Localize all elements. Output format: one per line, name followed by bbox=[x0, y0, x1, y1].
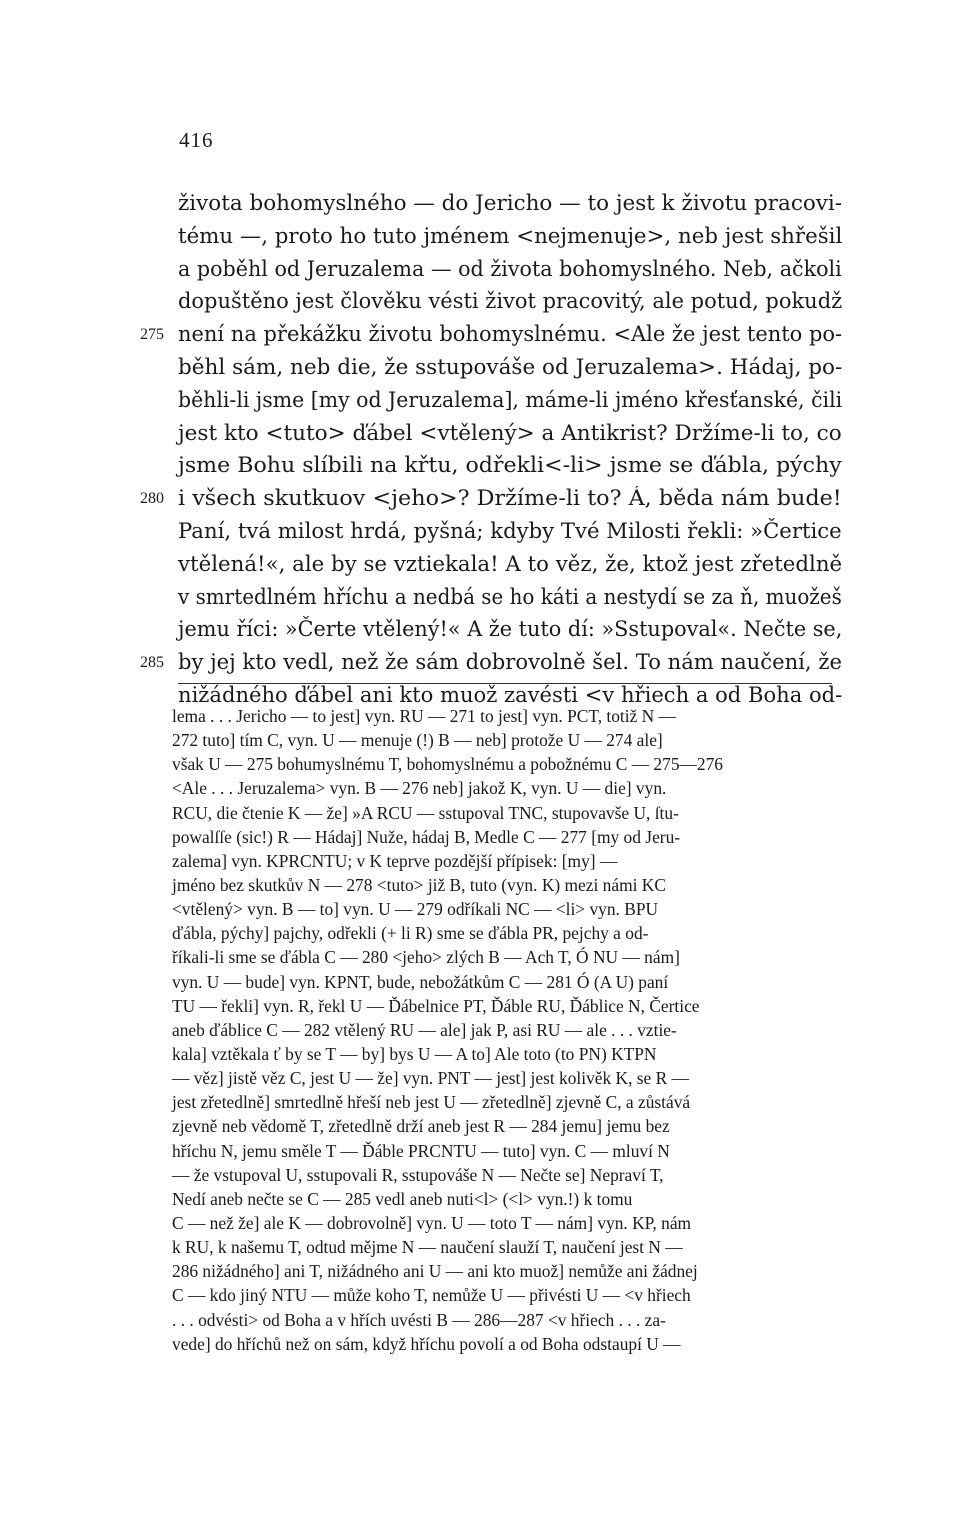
footnote-divider bbox=[178, 683, 832, 684]
apparatus-line: <Ale . . . Jeruzalema> vyn. B — 276 neb] jakož K, vyn. U — die] vyn. bbox=[172, 778, 667, 799]
apparatus-line: — že vstupoval U, sstupovali R, sstupováše N — Nečte se] Nepraví T, bbox=[172, 1164, 664, 1185]
line-text: dopuštěno jest člověku vésti život pracovitý, ale potud, pokudž bbox=[178, 289, 843, 315]
text-line bbox=[140, 319, 843, 352]
text-line bbox=[178, 188, 842, 221]
apparatus-line: RCU, die čtenie K — že] »A RCU — sstupoval TNC, stupovavše U, ſtu- bbox=[172, 802, 679, 823]
text-line bbox=[178, 450, 842, 483]
critical-apparatus bbox=[172, 704, 836, 1356]
line-text: není na překážku životu bohomyslnému. <Ale že jest tento po- bbox=[178, 322, 843, 348]
apparatus-line: hříchu N, jemu směle T — Ďáble PRCNTU — tuto] vyn. C — mluví N bbox=[172, 1140, 670, 1161]
apparatus-line: C — než že] ale K — dobrovolně] vyn. U — toto T — nám] vyn. KP, nám bbox=[172, 1212, 692, 1233]
text-line bbox=[178, 582, 842, 615]
apparatus-line: jméno bez skutkův N — 278 <tuto> již B, tuto (vyn. K) mezi námi KC bbox=[172, 874, 666, 895]
line-text: jest kto <tuto> ďábel <vtělený> a Antikrist? Držíme-li to, co bbox=[178, 420, 842, 446]
apparatus-line: TU — řekli] vyn. R, řekl U — Ďábelnice PT, Ďáble RU, Ďáblice N, Čertice bbox=[172, 995, 700, 1016]
line-text: vtělená!«, ale by se vztiekala! A to věz, že, ktož jest zřetedlně bbox=[178, 551, 843, 577]
line-text: by jej kto vedl, než že sám dobrovolně šel. To nám naučení, že bbox=[178, 650, 842, 676]
line-text: Paní, tvá milost hrdá, pyšná; kdyby Tvé Milosti řekli: »Čertice bbox=[178, 518, 842, 544]
text-line bbox=[178, 516, 842, 549]
line-text: jsme Bohu slíbili na křtu, odřekli<-li> jsme se ďábla, pýchy bbox=[178, 453, 842, 479]
text-line bbox=[178, 254, 842, 287]
line-text: a poběhl od Jeruzalema — od života bohomyslného. Neb, ačkoli bbox=[178, 256, 842, 282]
text-line bbox=[178, 352, 842, 385]
line-text: tému —, proto ho tuto jménem <nejmenuje>, neb jest shřešil bbox=[178, 223, 843, 249]
text-line bbox=[140, 483, 842, 516]
apparatus-line: — věz] jistě věz C, jest U — že] vyn. PNT — jest] jest kolivěk K, se R — bbox=[172, 1068, 689, 1089]
text-line bbox=[178, 286, 842, 319]
apparatus-line: 286 nižádného] ani T, nižádného ani U — ani kto muož] nemůže ani žádnej bbox=[172, 1261, 698, 1282]
line-text: i všech skutkuov <jeho>? Držíme-li to? Á, běda nám bude! bbox=[178, 486, 842, 512]
apparatus-line: k RU, k našemu T, odtud mějme N — naučení slauží T, naučení jest N — bbox=[172, 1237, 683, 1258]
apparatus-line: vede] do hříchů než on sám, když hříchu povolí a od Boha odstaupí U — bbox=[172, 1333, 681, 1354]
line-text: běhl sám, neb die, že sstupováše od Jeruzalema>. Hádaj, po- bbox=[178, 354, 843, 380]
line-text: běhli-li jsme [my od Jeruzalema], máme-li jméno křesťanské, čili bbox=[178, 387, 843, 413]
line-text: jemu říci: »Čerte vtělený!« A že tuto dí: »Sstupoval«. Nečte se, bbox=[178, 617, 843, 643]
apparatus-line: říkali-li sme se ďábla C — 280 <jeho> zlých B — Ach T, Ó NU — nám] bbox=[172, 947, 680, 968]
line-number: 275 bbox=[140, 326, 164, 344]
apparatus-line: Nedí aneb nečte se C — 285 vedl aneb nuti<l> (<l> vyn.!) k tomu bbox=[172, 1188, 633, 1209]
apparatus-line: . . . odvésti> od Boha a v hřích uvésti B — 286—287 <v hřiech . . . za- bbox=[172, 1309, 666, 1330]
apparatus-line: však U — 275 bohumyslnému T, bohomyslnému a pobožnému C — 275—276 bbox=[172, 754, 723, 775]
apparatus-line: zjevně neb vědomě T, zřetedlně drží aneb jest R — 284 jemu] jemu bez bbox=[172, 1116, 670, 1137]
text-line bbox=[178, 418, 842, 451]
apparatus-line: jest zřetedlně] smrtedlně hřeší neb jest U — zřetedlně] zjevně C, a zůstává bbox=[172, 1092, 691, 1113]
line-number: 285 bbox=[140, 654, 164, 672]
apparatus-line: 272 tuto] tím C, vyn. U — menuje (!) B — neb] protože U — 274 ale] bbox=[172, 730, 663, 751]
text-line bbox=[178, 385, 842, 418]
apparatus-line: powalſſe (sic!) R — Hádaj] Nuže, hádaj B, Medle C — 277 [my od Jeru- bbox=[172, 826, 681, 847]
apparatus-line: aneb ďáblice C — 282 vtělený RU — ale] jak P, asi RU — ale . . . vztie- bbox=[172, 1019, 677, 1040]
text-line bbox=[178, 614, 842, 647]
line-number: 280 bbox=[140, 490, 164, 508]
apparatus-line: lema . . . Jericho — to jest] vyn. RU — 271 to jest] vyn. PCT, totiž N — bbox=[172, 706, 676, 726]
main-text bbox=[140, 188, 843, 713]
line-text: života bohomyslného — do Jericho — to jest k životu pracovi- bbox=[178, 191, 843, 216]
line-text: v smrtedlném hříchu a nedbá se ho káti a nestydí se za ň, muožeš bbox=[178, 584, 842, 610]
page-number: 416 bbox=[179, 128, 214, 152]
apparatus-line: vyn. U — bude] vyn. KPNT, bude, nebožátkům C — 281 Ó (A U) paní bbox=[172, 971, 669, 992]
apparatus-line: C — kdo jiný NTU — může koho T, nemůže U — přivésti U — <v hřiech bbox=[172, 1285, 691, 1306]
text-line bbox=[178, 549, 842, 582]
text-line bbox=[140, 647, 842, 680]
apparatus-line: <vtělený> vyn. B — to] vyn. U — 279 odříkali NC — <li> vyn. BPU bbox=[172, 899, 659, 920]
line-text: nižádného ďábel ani kto muož zavésti <v hřiech a od Boha od- bbox=[178, 682, 843, 708]
apparatus-line: ďábla, pýchy] pajchy, odřekli (+ li R) sme se ďábla PR, pejchy a od- bbox=[172, 923, 649, 944]
apparatus-line: kala] vztěkala ť by se T — by] bys U — A to] Ale toto (to PN) KTPN bbox=[172, 1043, 657, 1064]
apparatus-line: zalema] vyn. KPRCNTU; v K teprve pozdější přípisek: [my] — bbox=[172, 850, 618, 871]
text-line bbox=[178, 221, 842, 254]
